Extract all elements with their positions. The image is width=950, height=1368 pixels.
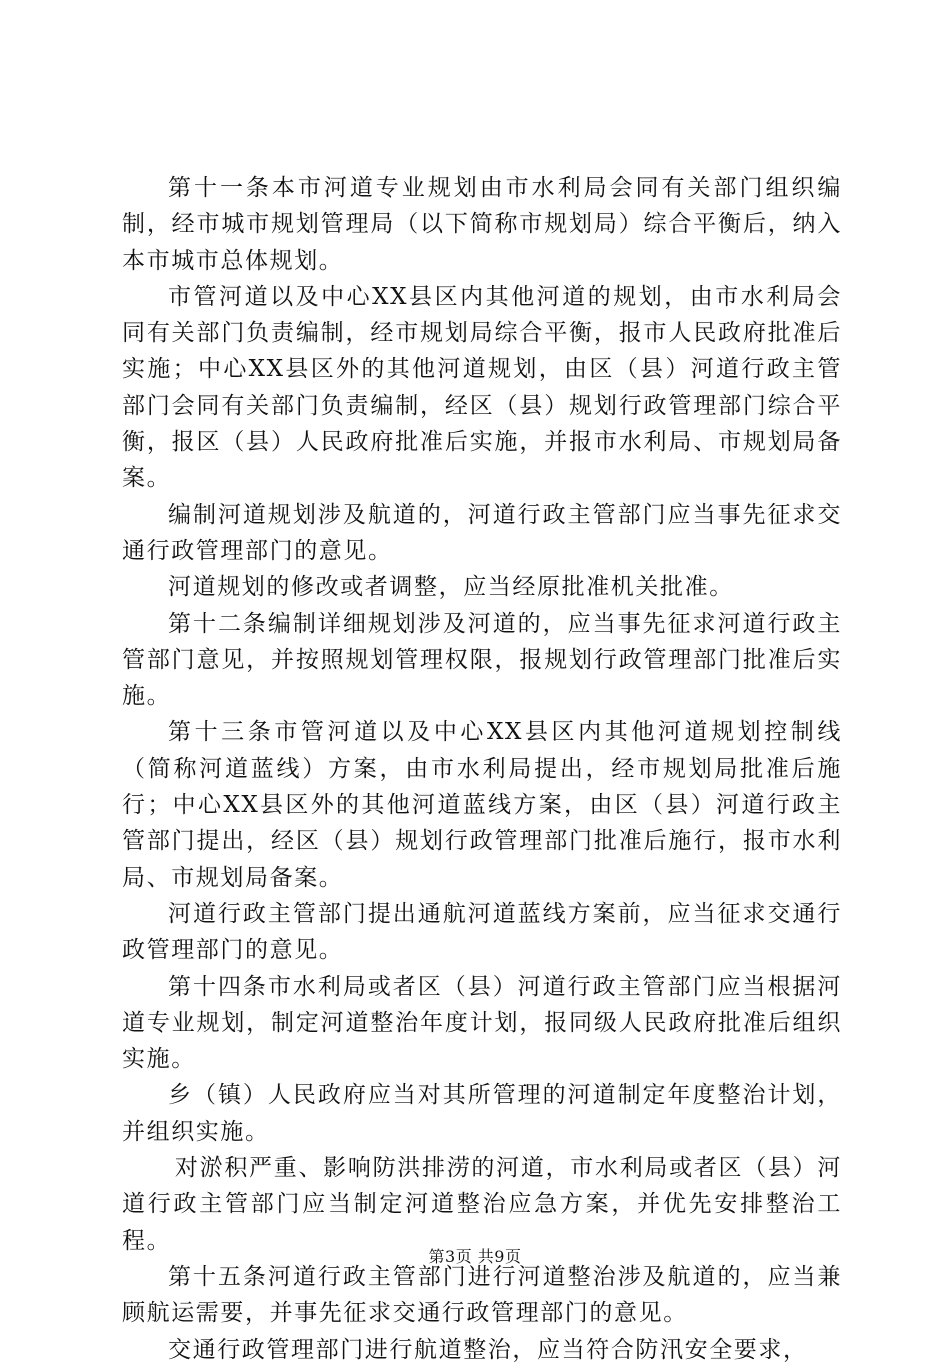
paragraph-article-13: 第十三条市管河道以及中心XX县区内其他河道规划控制线（简称河道蓝线）方案，由市水利局提出，经市规划局批准后施行；中心XX县区外的其他河道蓝线方案，由区（县）河道行政主管部门提出，经区（县）规划行政管理部门批准后施行，报市水利局、市规划局备案。 [122, 719, 842, 891]
paragraph-navigation-consultation: 编制河道规划涉及航道的，河道行政主管部门应当事先征求交通行政管理部门的意见。 [122, 501, 842, 564]
document-body [122, 170, 842, 1368]
paragraph-article-11: 第十一条本市河道专业规划由市水利局会同有关部门组织编制，经市城市规划管理局（以下简称市规划局）综合平衡后，纳入本市城市总体规划。 [122, 175, 842, 274]
paragraph-article-14: 第十四条市水利局或者区（县）河道行政主管部门应当根据河道专业规划，制定河道整治年度计划，报同级人民政府批准后组织实施。 [122, 973, 842, 1073]
paragraph-article-15: 第十五条河道行政主管部门进行河道整治涉及航道的，应当兼顾航运需要，并事先征求交通行政管理部门的意见。 [122, 1263, 842, 1327]
paragraph-plan-modification: 河道规划的修改或者调整，应当经原批准机关批准。 [168, 574, 734, 601]
paragraph-city-river-planning: 市管河道以及中心XX县区内其他河道的规划，由市水利局会同有关部门负责编制，经市规划局综合平衡，报市人民政府批准后实施；中心XX县区外的其他河道规划，由区（县）河道行政主管部门会同有关部门负责编制，经区（县）规划行政管理部门综合平衡，报区（县）人民政府批准后实施，并报市水利局、市规划局备案。 [122, 283, 842, 492]
page-number-footer: 第3页 共9页 [428, 1247, 522, 1266]
paragraph-article-12: 第十二条编制详细规划涉及河道的，应当事先征求河道行政主管部门意见，并按照规划管理权限，报规划行政管理部门批准后实施。 [122, 610, 842, 710]
paragraph-waterway-regulation: 交通行政管理部门进行航道整治，应当符合防汛安全要求， [168, 1336, 808, 1363]
paragraph-blue-line-consultation: 河道行政主管部门提出通航河道蓝线方案前，应当征求交通行政管理部门的意见。 [122, 900, 842, 964]
paragraph-township-plan: 乡（镇）人民政府应当对其所管理的河道制定年度整治计划，并组织实施。 [122, 1082, 842, 1145]
paragraph-emergency-plan: 对淤积严重、影响防洪排涝的河道，市水利局或者区（县）河道行政主管部门应当制定河道整治应急方案，并优先安排整治工程。 [122, 1155, 842, 1254]
